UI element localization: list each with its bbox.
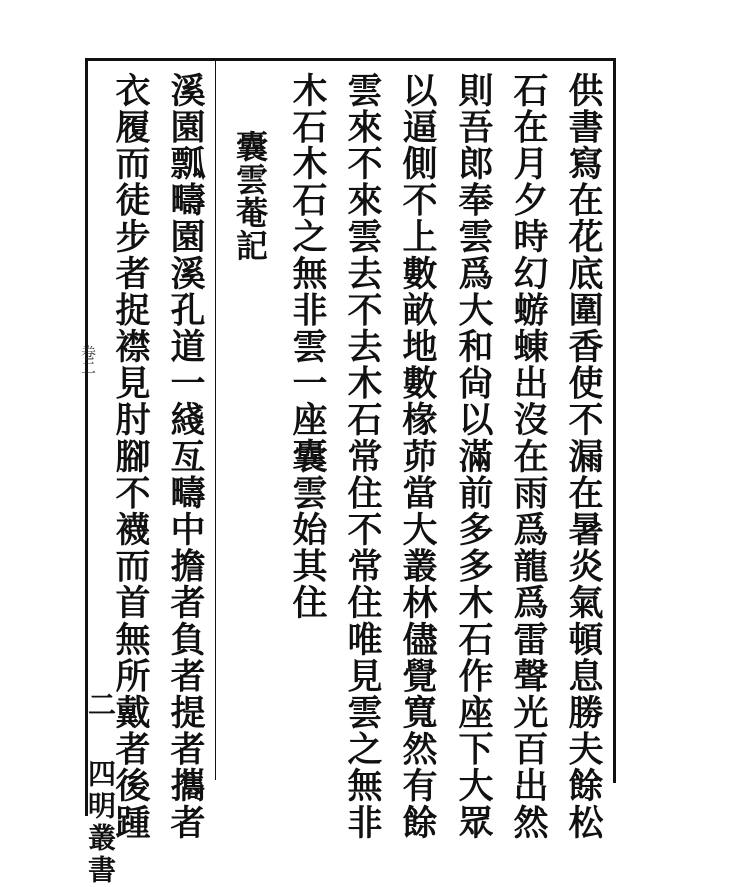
text-column-1: 供書寫在花底圍香使不漏在暑炎氣頓息勝夫餘松: [563, 72, 604, 841]
text-column-3: 則吾郎奉雲爲大和尙以滿前多多木石作座下大眾: [453, 72, 494, 841]
column-divider: [215, 60, 216, 780]
text-column-6: 木石木石之無非雲一座囊雲始其住: [287, 72, 328, 621]
foot-label: 二 四明叢書: [84, 690, 117, 887]
top-rule: [85, 58, 616, 61]
text-column-2: 石在月夕時幻蝣蝀出沒在雨爲龍爲雷聲光百出然: [508, 72, 549, 841]
text-column-4: 以逼側不上數畝地數椽茆當大叢林儘覺寬然有餘: [397, 72, 438, 841]
right-rule: [613, 58, 616, 783]
section-title: 囊雲菴記: [231, 130, 269, 262]
text-column-8: 衣履而徒步者捉襟見肘腳不襪而首無所戴者後踵: [110, 72, 151, 841]
text-column-7: 溪園瓢疇園溪孔道一綫亙疇中擔者負者提者攜者: [165, 72, 206, 841]
text-column-5: 雲來不來雲去不去木石常住不常住唯見雲之無非: [342, 72, 383, 841]
volume-label: 卷二: [79, 345, 97, 375]
